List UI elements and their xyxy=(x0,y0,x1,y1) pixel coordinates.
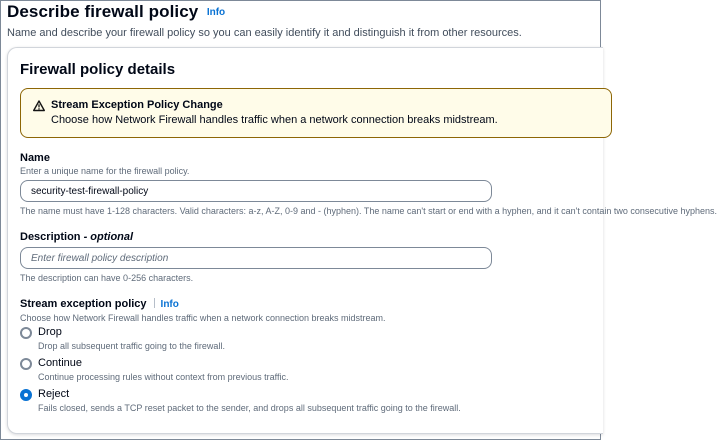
page-title: Describe firewall policy xyxy=(7,2,199,21)
radio-label-drop: Drop xyxy=(38,326,62,338)
stream-exception-info-link[interactable]: Info xyxy=(160,299,179,310)
alert-title: Stream Exception Policy Change xyxy=(51,99,223,111)
name-constraint: The name must have 1-128 characters. Valid characters: a-z, A-Z, 0-9 and - (hyphen). The name can't start or end with a hyphen, and it can't contain two consecutive hyphens. xyxy=(20,206,717,216)
radio-label-reject: Reject xyxy=(38,388,70,400)
radio-label-continue: Continue xyxy=(38,357,83,369)
radio-button-continue[interactable] xyxy=(20,358,32,370)
description-label xyxy=(20,231,133,243)
stream-exception-label xyxy=(20,298,179,310)
page-description: Name and describe your firewall policy so you can easily identify it and distinguish it from other resources. xyxy=(7,27,522,39)
description-constraint: The description can have 0-256 characters. xyxy=(20,273,194,283)
description-input[interactable] xyxy=(20,247,492,269)
description-optional-tag: optional xyxy=(90,231,134,243)
radio-button-reject[interactable] xyxy=(20,389,32,401)
page-header xyxy=(7,2,597,39)
stream-exception-alert xyxy=(20,88,612,138)
description-label-text: Description xyxy=(20,231,81,243)
name-hint: Enter a unique name for the firewall policy. xyxy=(20,166,190,176)
name-label: Name xyxy=(20,152,50,164)
radio-description-drop: Drop all subsequent traffic going to the firewall. xyxy=(38,341,225,351)
name-input[interactable] xyxy=(20,180,492,202)
stream-exception-label-text: Stream exception policy xyxy=(20,298,147,310)
warning-icon xyxy=(33,100,45,112)
radio-button-drop[interactable] xyxy=(20,327,32,339)
page-info-link[interactable]: Info xyxy=(206,7,226,18)
label-divider xyxy=(154,298,155,308)
radio-option-continue[interactable] xyxy=(20,357,580,385)
radio-description-continue: Continue processing rules without context from previous traffic. xyxy=(38,372,289,382)
radio-option-reject[interactable] xyxy=(20,388,580,416)
radio-description-reject: Fails closed, sends a TCP reset packet to the sender, and drops all subsequent traffic going to the firewall. xyxy=(38,403,461,413)
alert-text: Choose how Network Firewall handles traffic when a network connection breaks midstream. xyxy=(51,114,498,126)
firewall-policy-details-container xyxy=(7,47,717,434)
container-title: Firewall policy details xyxy=(20,61,176,78)
stream-exception-hint: Choose how Network Firewall handles traffic when a network connection breaks midstream. xyxy=(20,313,386,323)
description-label-separator: - xyxy=(80,231,91,243)
radio-option-drop[interactable] xyxy=(20,326,580,354)
